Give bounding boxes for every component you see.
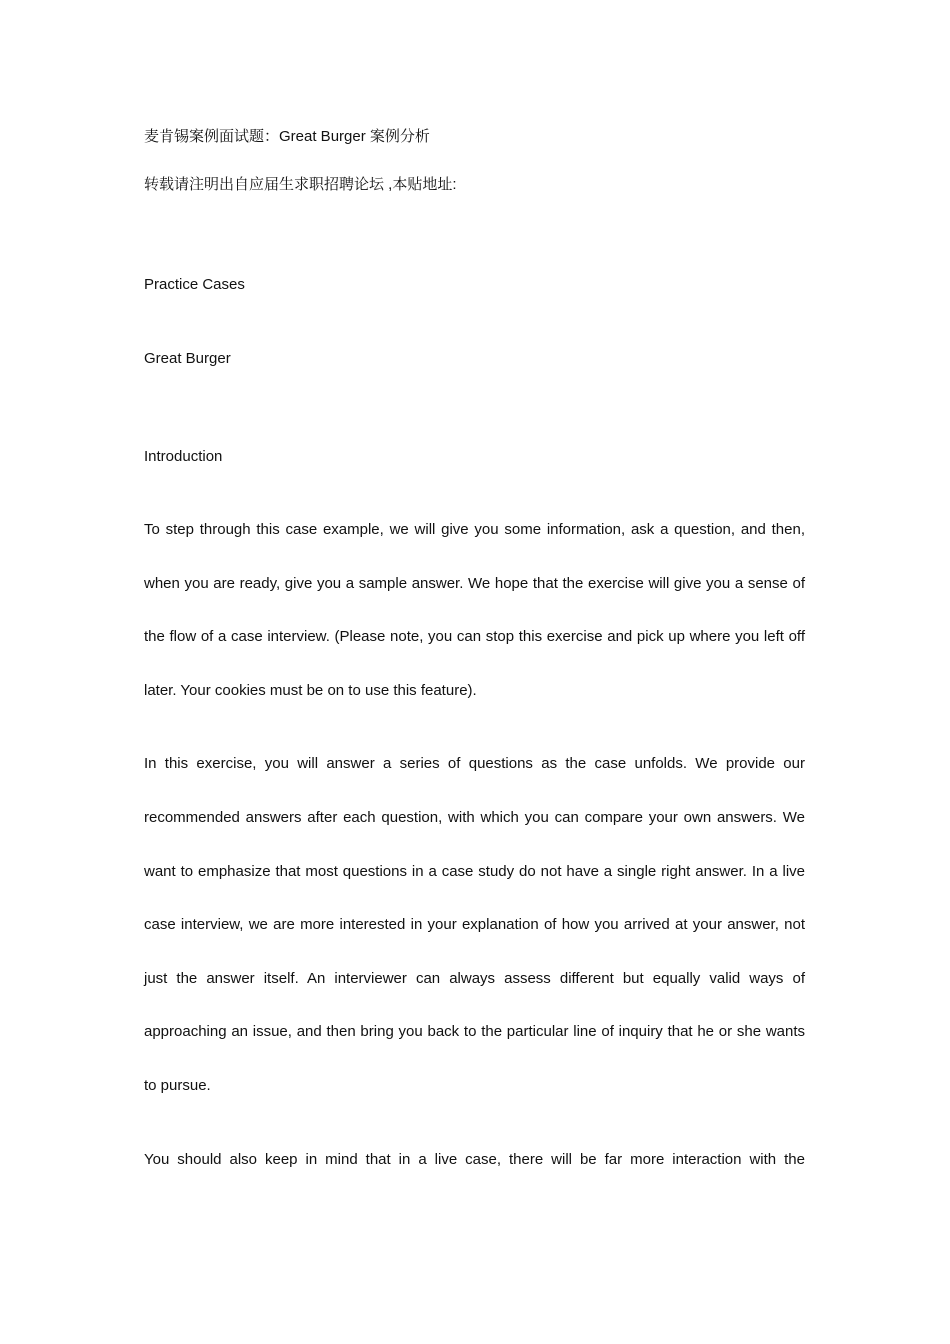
section-heading-practice-cases: Practice Cases: [144, 276, 245, 293]
document-content: [144, 124, 805, 1186]
document-title: 麦肯锡案例面试题：Great Burger 案例分析: [144, 128, 430, 145]
intro-paragraph-3: You should also keep in mind that in a live case, there will be far more interaction with the: [144, 1150, 805, 1168]
intro-paragraph-2: In this exercise, you will answer a series of questions as the case unfolds. We provide our recommended answers after each question, with which you can compare your own answers. We want to emphasize that most questions in a case study do not have a single right answer. In a live case interview, we are more interested in your explanation of how you arrived at your answer, not just the answer itself. An interviewer can always assess different but equally valid ways of approaching an issue, and then bring you back to the particular line of inquiry that he or she wants to pursue.: [144, 755, 805, 1094]
section-heading-introduction: Introduction: [144, 448, 223, 465]
case-heading-great-burger: Great Burger: [144, 350, 231, 367]
repost-notice: 转载请注明出自应届生求职招聘论坛 ,本贴地址:: [144, 176, 457, 193]
intro-paragraph-1: To step through this case example, we will give you some information, ask a question, and then, when you are ready, give you a sample answer. We hope that the exercise will give you a sense of the flow of a case interview. (Please note, you can stop this exercise and pick up where you left off later. Your cookies must be on to use this feature).: [144, 521, 805, 699]
